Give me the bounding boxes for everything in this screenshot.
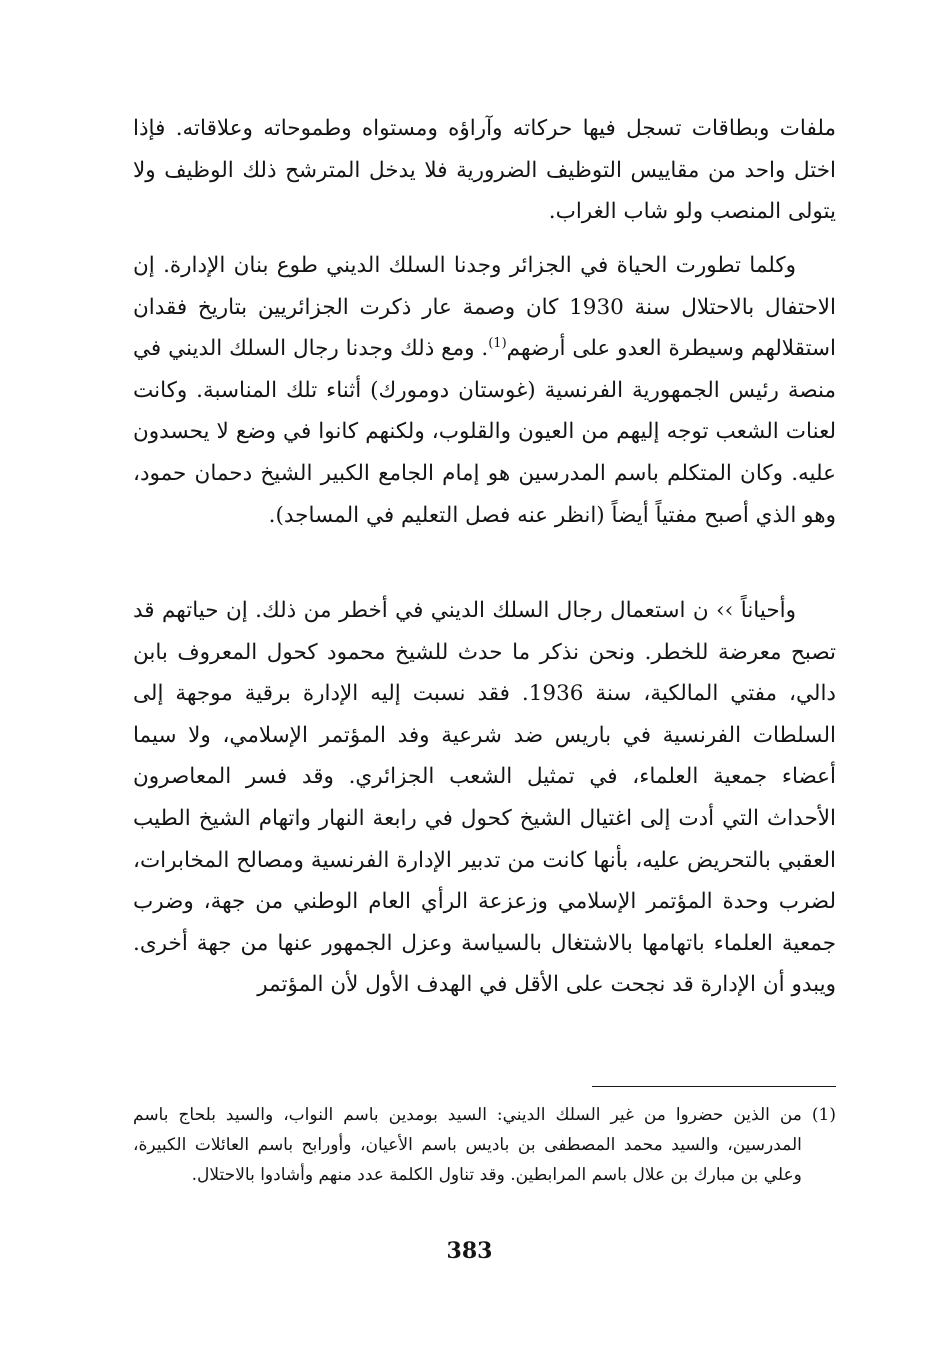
paragraph-2 bbox=[133, 245, 836, 536]
paragraph-1: ملفات وبطاقات تسجل فيها حركاته وآراؤه ومستواه وطموحاته وعلاقاته. فإذا اختل واحد من مقاييس التوظيف الضرورية فلا يدخل المترشح ذلك الوظيف ولا يتولى المنصب ولو شاب الغراب. bbox=[133, 116, 836, 225]
footnote-separator-rule bbox=[592, 1086, 836, 1087]
page-number: 383 bbox=[446, 1238, 493, 1264]
footnote-number: (1) bbox=[811, 1105, 836, 1125]
paragraph-2-text-before: وكلما تطورت الحياة في الجزائر وجدنا السلك الديني طوع بنان الإدارة. إن الاحتفال بالاحتلال سنة 1930 كان وصمة عار ذكرت الجزائريين بتاريخ فقدان استقلالهم وسيطرة العدو على أرضهم bbox=[133, 253, 837, 362]
footnote bbox=[133, 1100, 836, 1191]
paragraph-2-text-after: . ومع ذلك وجدنا رجال السلك الديني في منصة رئيس الجمهورية الفرنسية (غوستان دومورك) أثناء تلك المناسبة. وكانت لعنات الشعب توجه إليهم من العيون والقلوب، ولكنهم كانوا في وضع لا يحسدون عليه. وكان المتكلم باسم المدرسين هو إمام الجامع الكبير الشيخ دحمان حمود، وهو الذي أصبح مفتياً أيضاً (انظر عنه فصل التعليم في المساجد). bbox=[133, 336, 836, 528]
paragraph-3: وأحياناً ›› ن استعمال رجال السلك الديني في أخطر من ذلك. إن حياتهم قد تصبح معرضة للخطر. ونحن نذكر ما حدث للشيخ محمود كحول المعروف بابن دالي، مفتي المالكية، سنة 1936. فقد نسبت إليه الإدارة برقية موجهة إلى السلطات الفرنسية في باريس ضد شرعية وفد المؤتمر الإسلامي، ولا سيما أعضاء جمعية العلماء، في تمثيل الشعب الجزائري. وقد فسر المعاصرون الأحداث التي أدت إلى اغتيال الشيخ كحول في رابعة النهار واتهام الشيخ الطيب العقبي بالتحريض عليه، بأنها كانت من تدبير الإدارة الفرنسية ومصالح المخابرات، لضرب وحدة المؤتمر الإسلامي وزعزعة الرأي العام الوطني من جهة، وضرب جمعية العلماء باتهامها بالاشتغال بالسياسة وعزل الجمهور عنها من جهة أخرى. ويبدو أن الإدارة قد نجحت على الأقل في الهدف الأول لأن المؤتمر bbox=[133, 598, 836, 998]
footnote-text: من الذين حضروا من غير السلك الديني: السيد بومدين باسم النواب، والسيد بلحاج باسم المدرسين، والسيد محمد المصطفى بن باديس باسم الأعيان، وأورابح باسم العائلات الكبيرة، وعلي بن مبارك بن علال باسم المرابطين. وقد تناول الكلمة عدد منهم وأشادوا بالاحتلال. bbox=[133, 1105, 802, 1186]
footnote-reference-mark: (1) bbox=[488, 336, 507, 352]
